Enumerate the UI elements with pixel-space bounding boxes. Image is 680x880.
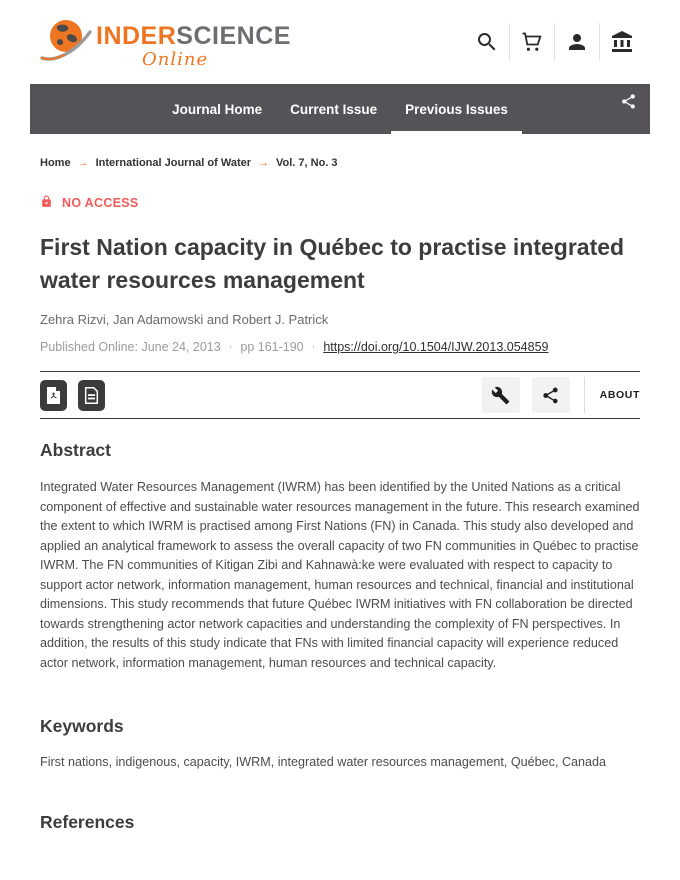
site-header [0, 0, 680, 84]
nav-item-journal-home[interactable]: Journal Home [158, 84, 276, 134]
share-icon[interactable] [616, 89, 640, 113]
globe-icon [40, 14, 92, 71]
breadcrumb-arrow-icon: → [258, 157, 270, 169]
logo-word-inder: INDER [96, 21, 177, 50]
institution-icon[interactable] [600, 22, 644, 62]
meta-separator: · [311, 341, 316, 353]
about-button[interactable]: ABOUT [599, 389, 640, 401]
user-icon[interactable] [555, 22, 599, 62]
page-range: pp 161-190 [240, 340, 304, 354]
nav-links [158, 84, 522, 134]
meta-separator: · [228, 341, 233, 353]
article-authors: Zehra Rizvi, Jan Adamowski and Robert J. Patrick [40, 312, 329, 327]
access-badge [40, 194, 640, 212]
logo-word-science: SCIENCE [176, 21, 291, 50]
references-heading: References [40, 811, 135, 832]
published-date: Published Online: June 24, 2013 [40, 340, 221, 354]
nav-item-previous-issues[interactable]: Previous Issues [391, 84, 522, 134]
abstract-text: Integrated Water Resources Management (IWRM) has been identified by the United Nations as a critical component of effective and sustainable water resources management in the future. This research examined the extent to which IWRM is practised among First Nations (FN) in Canada. This study also developed and applied an analytical framework to assess the overall capacity of two FN communities in Québec to practise IWRM. The FN communities of Kitigan Zibi and Kahnawà:ke were evaluated with respect to capacity to support actor network, information management, human resources and technical, financial and institutional dimensions. This study recommends that future Québec IWRM initiatives with FN collaboration be directed towards strengthening actor network capacities and understanding the complexity of FN perspectives. In addition, the results of this study indicate that FNs with limited financial capacity will experience reduced actor network, information management, human resources and technical capacity. [40, 480, 640, 670]
header-icon-group [465, 22, 644, 62]
divider [40, 418, 640, 419]
abstract-section [40, 440, 640, 673]
breadcrumb-arrow-icon: → [77, 157, 89, 169]
main-nav [30, 84, 650, 134]
article-page [40, 157, 640, 833]
lock-icon [40, 194, 53, 212]
logo-text [96, 14, 291, 69]
breadcrumb [40, 157, 640, 169]
inderscience-logo[interactable] [40, 14, 291, 71]
keywords-heading: Keywords [40, 716, 124, 736]
article-title: First Nation capacity in Québec to practise integrated water resources management [40, 234, 625, 293]
breadcrumb-home[interactable]: Home [40, 157, 71, 169]
publication-meta [40, 340, 640, 354]
pdf-icon[interactable] [40, 380, 67, 411]
article-toolbar [40, 372, 640, 418]
logo-tagline: Online [142, 48, 209, 70]
references-section [40, 812, 640, 833]
breadcrumb-journal[interactable]: International Journal of Water [95, 157, 252, 169]
breadcrumb-issue[interactable]: Vol. 7, No. 3 [276, 157, 338, 169]
keywords-section [40, 716, 640, 773]
keywords-text: First nations, indigenous, capacity, IWRM, integrated water resources management, Québec, Canada [40, 755, 607, 769]
cart-icon[interactable] [510, 22, 554, 62]
abstract-heading: Abstract [40, 440, 111, 460]
share-icon[interactable] [532, 377, 570, 413]
tools-icon[interactable] [482, 377, 520, 413]
access-label: NO ACCESS [62, 196, 139, 210]
nav-item-current-issue[interactable]: Current Issue [276, 84, 391, 134]
search-icon[interactable] [465, 22, 509, 62]
full-text-icon[interactable] [78, 380, 105, 411]
toolbar-divider [584, 377, 585, 413]
doi-link[interactable]: https://doi.org/10.1504/IJW.2013.054859 [323, 340, 549, 354]
